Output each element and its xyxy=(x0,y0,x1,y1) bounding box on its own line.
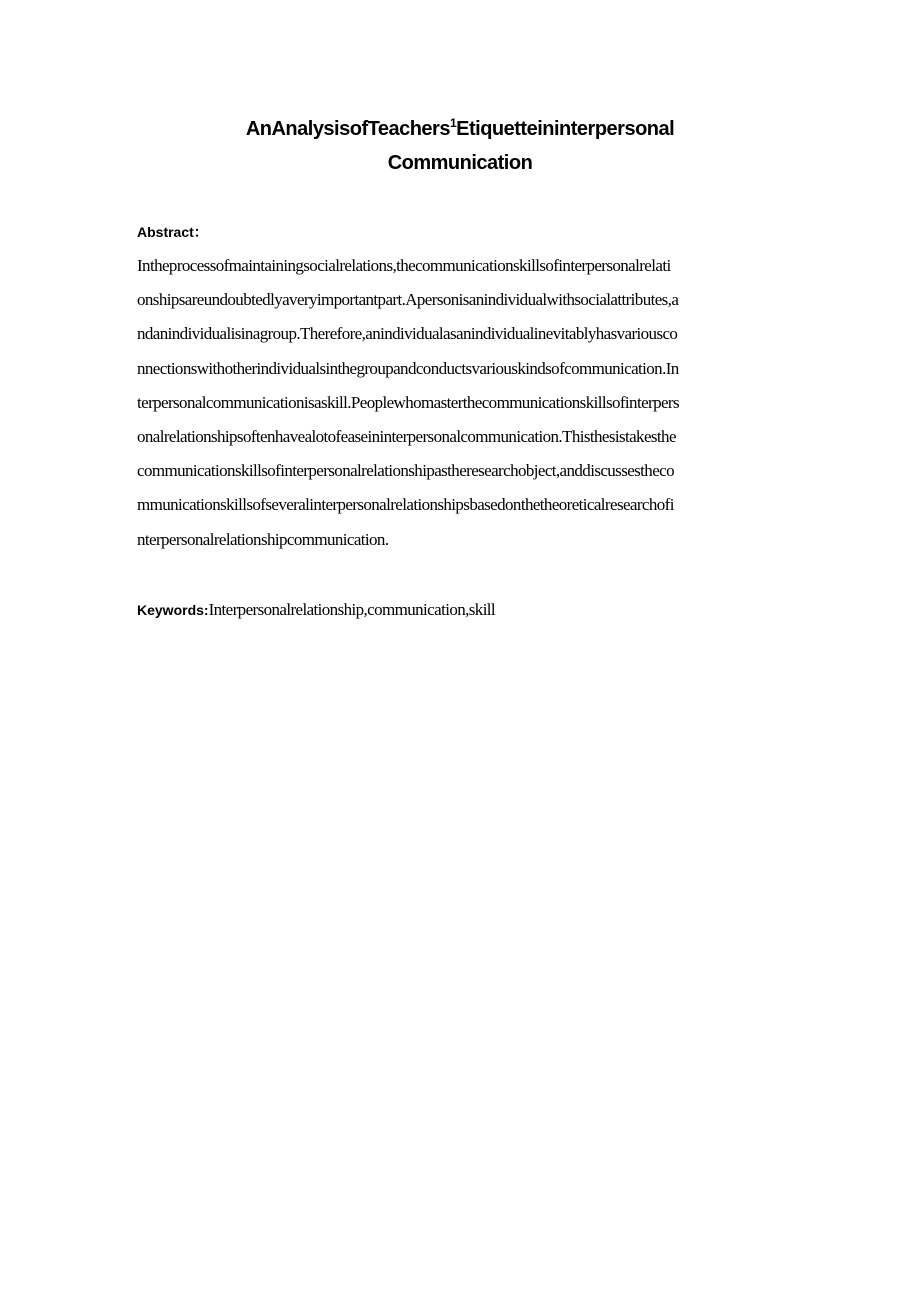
abstract-line: communicationskillsofinterpersonalrelationshipastheresearchobject,anddiscussestheco xyxy=(137,461,674,481)
abstract-line: mmunicationskillsofseveralinterpersonalrelationshipsbasedonthetheoreticalresearchofi xyxy=(137,495,674,515)
paper-title-line-2: Communication xyxy=(387,152,533,174)
abstract-heading: Abstract： xyxy=(137,224,208,240)
abstract-line: nterpersonalrelationshipcommunication. xyxy=(137,529,389,549)
title-text-pre: AnAnalysisofTeachers xyxy=(245,118,450,140)
abstract-line: Intheprocessofmaintainingsocialrelations,thecommunicationskillsofinterpersonalrelati xyxy=(137,256,671,275)
abstract-line: onshipsareundoubtedlyaveryimportantpart.Apersonisanindividualwithsocialattributes,a xyxy=(137,290,679,310)
keywords-row xyxy=(137,598,495,623)
abstract-line: nnectionswithotherindividualsinthegroupandconductsvariouskindsofcommunication.In xyxy=(137,358,679,378)
paper-title-line-1 xyxy=(137,118,783,141)
abstract-line: terpersonalcommunicationisaskill.Peoplewhomasterthecommunicationskillsofinterpers xyxy=(137,392,680,412)
keywords-value: Interpersonalrelationship,communication,skill xyxy=(208,600,496,619)
title-text-post: Etiquetteininterpersonal xyxy=(456,118,675,140)
keywords-label: Keywords: xyxy=(137,602,209,618)
title-footnote-marker: 1 xyxy=(449,116,457,130)
abstract-line: onalrelationshipsoftenhavealotofeaseininterpersonalcommunication.Thisthesistakesthe xyxy=(137,426,676,446)
abstract-body xyxy=(137,254,783,562)
abstract-line: ndanindividualisinagroup.Therefore,anindividualasanindividualinevitablyhasvariousco xyxy=(137,324,678,344)
